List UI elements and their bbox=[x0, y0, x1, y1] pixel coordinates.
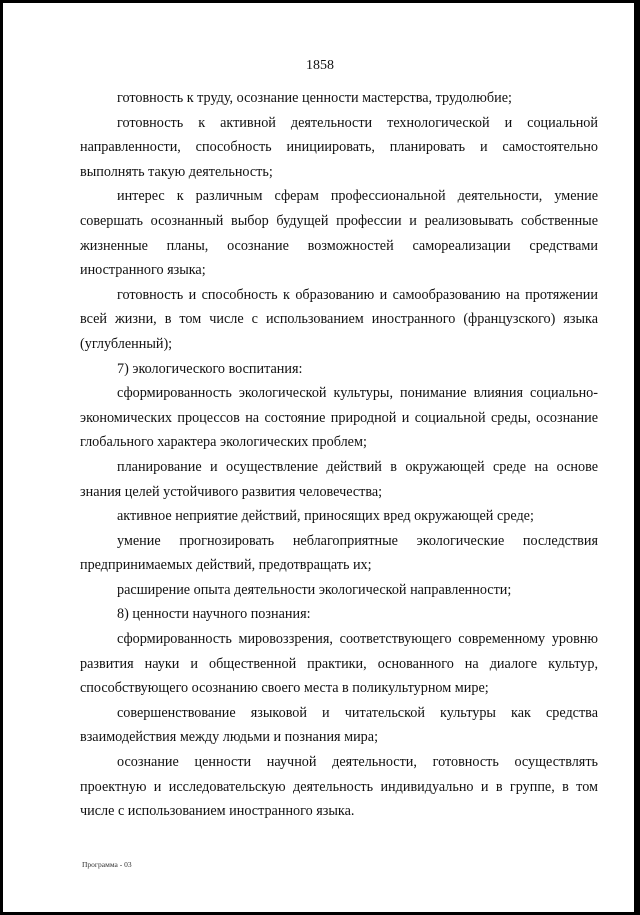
paragraph: готовность и способность к образованию и самообразованию на протяжении всей жизни, в том числе с использованием иностранного (французского) языка (углубленный); bbox=[80, 286, 598, 352]
paragraph: интерес к различным сферам профессиональной деятельности, умение совершать осознанный выбор будущей профессии и реализовывать собственные жизненные планы, осознание возможностей самореализации средствами иностранного языка; bbox=[80, 188, 598, 279]
page-footer: Программа - 03 bbox=[82, 860, 132, 869]
section-heading: 8) ценности научного познания: bbox=[117, 606, 311, 623]
page-number: 1858 bbox=[306, 58, 334, 73]
paragraph: готовность к активной деятельности технологической и социальной направленности, способность инициировать, планировать и самостоятельно выполнять такую деятельность; bbox=[80, 114, 598, 180]
scan-border-left bbox=[0, 0, 3, 915]
paragraph: планирование и осуществление действий в окружающей среде на основе знания целей устойчивого развития человечества; bbox=[80, 458, 598, 500]
paragraph: сформированность экологической культуры, понимание влияния социально-экономических процессов на состояние природной и социальной среды, осознание глобального характера экологических проблем; bbox=[80, 385, 598, 451]
scan-border-right bbox=[634, 0, 640, 915]
paragraph: сформированность мировоззрения, соответствующего современному уровню развития науки и общественной практики, основанного на диалоге культур, способствующего осознанию своего места в поликультурном мире; bbox=[80, 631, 598, 697]
paragraph: осознание ценности научной деятельности, готовность осуществлять проектную и исследовательскую деятельность индивидуально и в группе, в том числе с использованием иностранного языка. bbox=[80, 754, 598, 820]
paragraph: расширение опыта деятельности экологической направленности; bbox=[117, 581, 512, 598]
scan-border-top bbox=[0, 0, 640, 3]
paragraph: активное неприятие действий, приносящих вред окружающей среде; bbox=[117, 508, 534, 525]
paragraph: совершенствование языковой и читательской культуры как средства взаимодействия между людьми и познания мира; bbox=[80, 704, 598, 746]
paragraph: готовность к труду, осознание ценности мастерства, трудолюбие; bbox=[117, 90, 512, 106]
section-heading: 7) экологического воспитания: bbox=[117, 360, 303, 377]
document-body bbox=[80, 86, 598, 824]
paragraph: умение прогнозировать неблагоприятные экологические последствия предпринимаемых действий, предотвращать их; bbox=[80, 532, 598, 574]
